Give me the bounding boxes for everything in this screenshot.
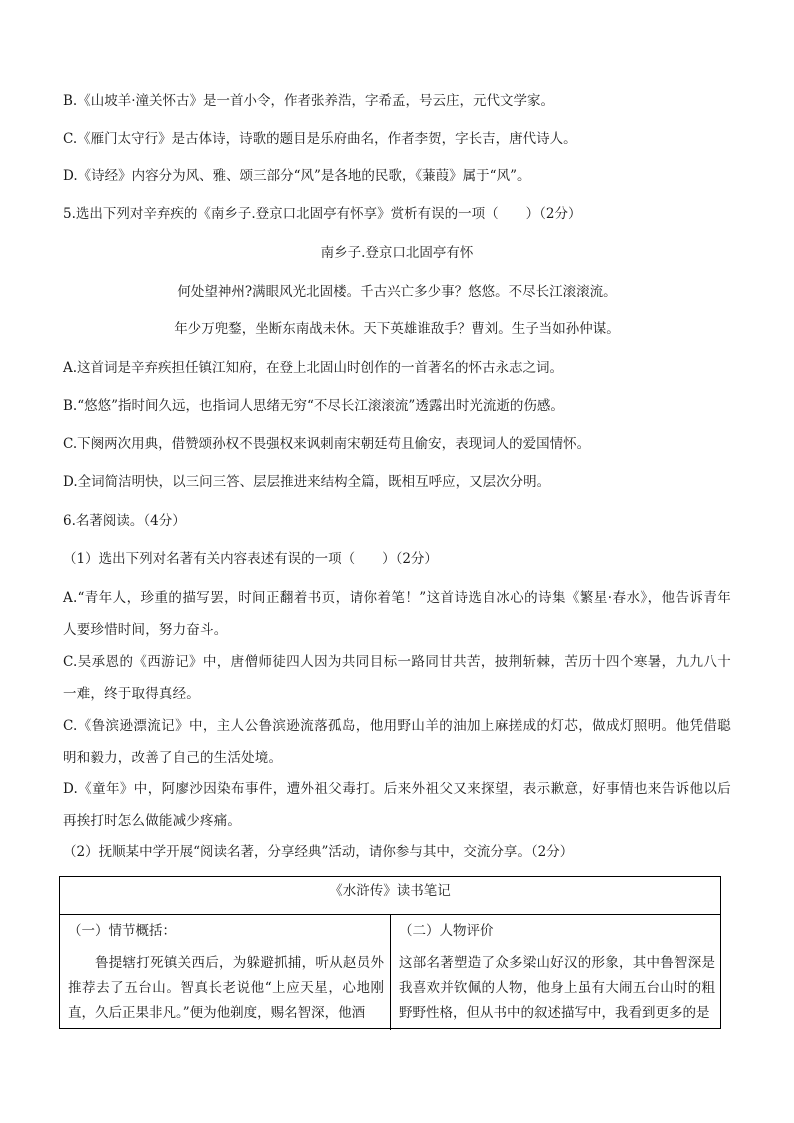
character-review-heading: （二）人物评价	[399, 923, 494, 939]
q4-option-d: D.《诗经》内容分为风、雅、颂三部分“风”是各地的民歌，《蒹葭》属于“风”。	[63, 168, 531, 184]
reading-notes-title: 《水浒传》读书笔记	[60, 877, 720, 915]
q5-stem: 5.选出下列对辛弃疾的《南乡子.登京口北固亭有怀享》赏析有误的一项（ ）（2分）	[63, 206, 582, 222]
q6-option-c-robinson: C.《鲁滨逊漂流记》中，主人公鲁滨逊流落孤岛，他用野山羊的油加上麻搓成的灯芯，做成灯照明。他凭借聪明和毅力，改善了自己的生活处境。	[63, 718, 731, 766]
plot-summary-cell	[60, 915, 391, 1030]
q6-stem: 6.名著阅读。（4分）	[63, 513, 186, 529]
plot-summary-heading: （一）情节概括：	[68, 923, 176, 939]
q6-sub1-stem: （1）选出下列对名著有关内容表述有误的一项（ ）（2分）	[63, 551, 438, 567]
character-review-text: 这部名著塑造了众多梁山好汉的形象，其中鲁智深是我喜欢并钦佩的人物，他身上虽有大闹五台山时的粗野野性格，但从书中的叙述描写中，我看到更多的是	[399, 955, 715, 1021]
q5-option-a: A.这首词是辛弃疾担任镇江知府，在登上北固山时创作的一首著名的怀古永志之词。	[63, 360, 564, 376]
reading-notes-table	[59, 876, 721, 1029]
q6-option-d: D.《童年》中，阿廖沙因染布事件，遭外祖父毒打。后来外祖父又来探望，表示歉意，好事情也来告诉他以后再挨打时怎么做能减少疼痛。	[63, 781, 731, 829]
q5-option-d: D.全词简洁明快，以三问三答、层层推进来结构全篇，既相互呼应，又层次分明。	[63, 474, 551, 490]
q5-poem-title: 南乡子.登京口北固亭有怀	[320, 245, 474, 261]
q5-option-b: B.“悠悠”指时间久远，也指词人思绪无穷“不尽长江滚滚流”透露出时光流逝的伤感。	[63, 398, 564, 414]
character-review-cell	[391, 915, 722, 1030]
q6-option-a: A.“青年人，珍重的描写罢，时间正翻着书页，请你着笔！”这首诗选自冰心的诗集《繁星·春水》，他告诉青年人要珍惜时间，努力奋斗。	[63, 590, 731, 638]
q5-poem-line-1: 何处望神州?满眼风光北固楼。千古兴亡多少事？悠悠。不尽长江滚滚流。	[177, 284, 617, 300]
q5-poem-line-2: 年少万兜鍪，坐断东南战未休。天下英雄谁敌手？曹刘。生子当如孙仲谋。	[174, 321, 620, 337]
plot-summary-text: 鲁提辖打死镇关西后，为躲避抓捕，听从赵员外推荐去了五台山。智真长老说他“上应天星，心地刚直，久后正果非凡。”便为他剃度，赐名智深，他酒	[68, 955, 384, 1021]
q6-sub2-stem: （2）抚顺某中学开展“阅读名著，分享经典”活动，请你参与其中，交流分享。（2分）	[63, 844, 574, 860]
q4-option-b: B.《山坡羊·潼关怀古》是一首小令，作者张养浩，字希孟，号云庄，元代文学家。	[63, 93, 555, 109]
q5-option-c: C.下阕两次用典，借赞颂孙权不畏强权来讽刺南宋朝廷苟且偷安，表现词人的爱国情怀。	[63, 436, 591, 452]
q6-option-c-xiyouji: C.吴承恩的《西游记》中，唐僧师徒四人因为共同目标一路同甘共苦，披荆斩棘，苦历十四个寒暑，九九八十一难，终于取得真经。	[63, 654, 731, 702]
q4-option-c: C.《雁门太守行》是古体诗，诗歌的题目是乐府曲名，作者李贺，字长吉，唐代诗人。	[63, 131, 577, 147]
